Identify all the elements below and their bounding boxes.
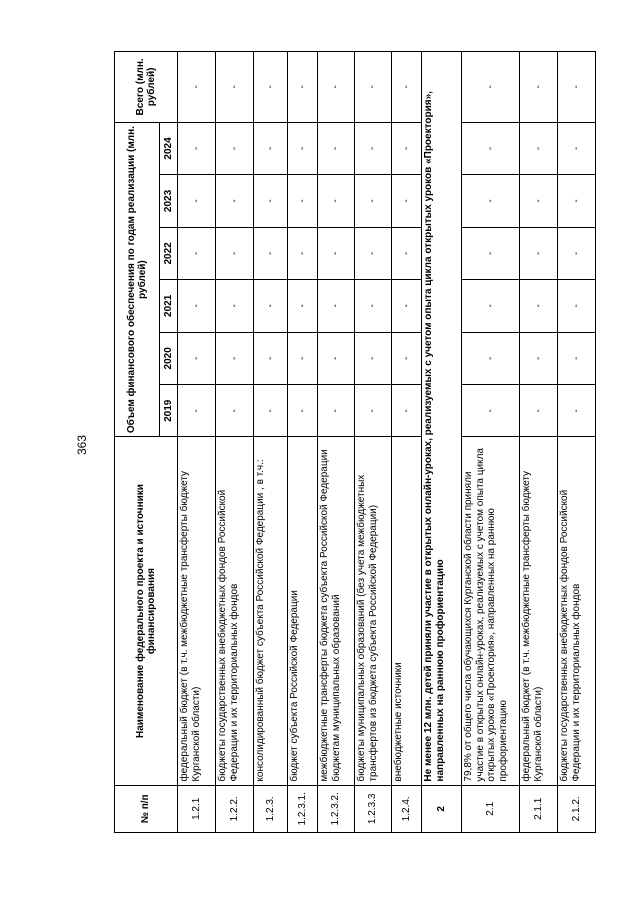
row-name: бюджеты государственных внебюджетных фондов Российской Федерации и их территориальных фондов	[216, 437, 254, 785]
row-name: бюджет субъекта Российской Федерации	[288, 437, 318, 785]
row-total-value: -	[558, 52, 596, 123]
row-year-value: -	[355, 227, 392, 279]
row-year-value: -	[520, 332, 558, 384]
rotated-table-wrapper	[114, 51, 582, 833]
row-total-value: -	[392, 52, 422, 123]
row-year-value: -	[254, 227, 288, 279]
row-name: федеральный бюджет (в т.ч. межбюджетные трансферты бюджету Курганской области)	[178, 437, 216, 785]
row-year-value: -	[178, 385, 216, 437]
row-year-value: -	[288, 122, 318, 175]
row-year-value: -	[288, 280, 318, 332]
row-year-value: -	[462, 280, 520, 332]
row-year-value: -	[558, 227, 596, 279]
row-year-value: -	[355, 122, 392, 175]
row-total-value: -	[318, 52, 355, 123]
row-year-value: -	[216, 122, 254, 175]
header-name: Наименование федерального проекта и источники финансирования	[115, 437, 178, 785]
row-year-value: -	[178, 280, 216, 332]
row-name: внебюджетные источники	[392, 437, 422, 785]
row-year-value: -	[254, 385, 288, 437]
row-year-value: -	[355, 385, 392, 437]
row-year-value: -	[288, 175, 318, 227]
row-year-value: -	[355, 280, 392, 332]
row-year-value: -	[288, 385, 318, 437]
row-name: межбюджетные трансферты бюджета субъекта Российской Федерации бюджетам муниципальных образований	[318, 437, 355, 785]
section-number: 2	[422, 785, 462, 832]
row-number: 2.1.1	[520, 785, 558, 832]
row-year-value: -	[355, 175, 392, 227]
row-number: 2.1	[462, 785, 520, 832]
row-year-value: -	[178, 227, 216, 279]
table-row	[355, 52, 392, 833]
row-year-value: -	[254, 280, 288, 332]
row-year-value: -	[462, 122, 520, 175]
table-row	[392, 52, 422, 833]
row-year-value: -	[318, 332, 355, 384]
row-name: федеральный бюджет (в т.ч. межбюджетные трансферты бюджету Курганской области)	[520, 437, 558, 785]
row-year-value: -	[520, 280, 558, 332]
row-year-value: -	[462, 385, 520, 437]
header-year: 2024	[160, 122, 178, 175]
row-total-value: -	[254, 52, 288, 123]
table-row	[216, 52, 254, 833]
row-year-value: -	[392, 122, 422, 175]
row-year-value: -	[558, 332, 596, 384]
row-year-value: -	[216, 227, 254, 279]
row-number: 2.1.2.	[558, 785, 596, 832]
row-year-value: -	[355, 332, 392, 384]
header-year: 2022	[160, 227, 178, 279]
table-row	[462, 52, 520, 833]
row-name: бюджеты муниципальных образований (без учета межбюджетных трансфертов из бюджета субъекта Российской Федерации)	[355, 437, 392, 785]
row-number: 1.2.3.2.	[318, 785, 355, 832]
row-total-value: -	[462, 52, 520, 123]
row-total-value: -	[178, 52, 216, 123]
row-year-value: -	[178, 122, 216, 175]
row-year-value: -	[318, 385, 355, 437]
row-year-value: -	[178, 332, 216, 384]
row-year-value: -	[318, 122, 355, 175]
page-number: 363	[75, 434, 90, 456]
row-year-value: -	[392, 280, 422, 332]
row-year-value: -	[520, 175, 558, 227]
table-row	[288, 52, 318, 833]
row-year-value: -	[462, 332, 520, 384]
row-year-value: -	[520, 227, 558, 279]
row-year-value: -	[216, 332, 254, 384]
row-year-value: -	[462, 227, 520, 279]
row-year-value: -	[216, 280, 254, 332]
row-total-value: -	[355, 52, 392, 123]
section-title: Не менее 12 млн. детей приняли участие в открытых онлайн-уроках, реализуемых с учетом опыта цикла открытых уроков «Проектория», направленных на раннюю профориентацию	[422, 52, 462, 786]
row-name: консолидированный бюджет субъекта Российской Федерации , в т.ч.:	[254, 437, 288, 785]
financing-table	[114, 51, 596, 833]
table-row	[558, 52, 596, 833]
row-year-value: -	[318, 175, 355, 227]
row-total-value: -	[520, 52, 558, 123]
row-year-value: -	[254, 175, 288, 227]
header-total: Всего (млн. рублей)	[115, 52, 178, 123]
row-number: 1.2.1	[178, 785, 216, 832]
row-number: 1.2.3.3	[355, 785, 392, 832]
row-number: 1.2.3.	[254, 785, 288, 832]
row-year-value: -	[558, 385, 596, 437]
row-year-value: -	[392, 227, 422, 279]
row-year-value: -	[558, 280, 596, 332]
row-year-value: -	[318, 280, 355, 332]
row-year-value: -	[318, 227, 355, 279]
row-name: бюджеты государственных внебюджетных фондов Российской Федерации и их территориальных фондов	[558, 437, 596, 785]
row-year-value: -	[254, 332, 288, 384]
row-year-value: -	[520, 385, 558, 437]
row-number: 1.2.4.	[392, 785, 422, 832]
row-year-value: -	[288, 332, 318, 384]
header-row	[115, 52, 160, 833]
row-year-value: -	[178, 175, 216, 227]
section-row	[422, 52, 462, 833]
table-row	[254, 52, 288, 833]
row-year-value: -	[462, 175, 520, 227]
header-year: 2023	[160, 175, 178, 227]
row-year-value: -	[392, 385, 422, 437]
row-year-value: -	[216, 385, 254, 437]
header-num: № п/п	[115, 785, 178, 832]
row-total-value: -	[216, 52, 254, 123]
header-year: 2020	[160, 332, 178, 384]
row-year-value: -	[288, 227, 318, 279]
row-year-value: -	[254, 122, 288, 175]
row-year-value: -	[216, 175, 254, 227]
row-total-value: -	[288, 52, 318, 123]
row-year-value: -	[558, 175, 596, 227]
row-year-value: -	[392, 332, 422, 384]
row-year-value: -	[558, 122, 596, 175]
header-year: 2021	[160, 280, 178, 332]
table-row	[178, 52, 216, 833]
table-row	[520, 52, 558, 833]
table-row	[318, 52, 355, 833]
header-year: 2019	[160, 385, 178, 437]
row-year-value: -	[392, 175, 422, 227]
row-name: 79,8% от общего числа обучающихся Курганской области приняли участие в открытых онлайн-уроках, реализуемых с учетом опыта цикла открытых уроков «Проектория», направленных на раннюю профориентацию	[462, 437, 520, 785]
header-funding: Объем финансового обеспечения по годам реализации (млн. рублей)	[115, 122, 160, 437]
row-number: 1.2.2.	[216, 785, 254, 832]
row-number: 1.2.3.1.	[288, 785, 318, 832]
row-year-value: -	[520, 122, 558, 175]
